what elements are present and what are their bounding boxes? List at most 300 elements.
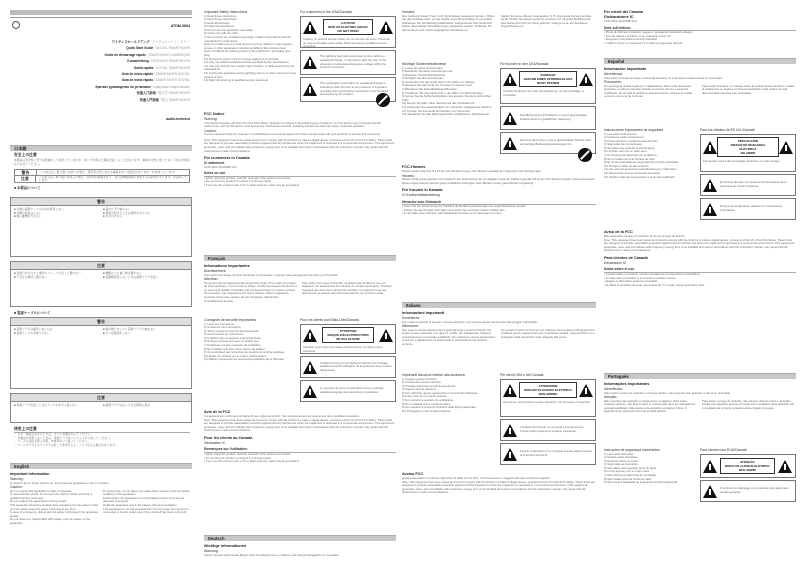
subheading: Precaución:	[604, 80, 622, 85]
heading: Avviso FCC	[402, 472, 424, 476]
text: Este dispositivo cumple con la Parte 15 de las normas de la FCC.	[604, 234, 686, 238]
section-spanish: Español	[604, 58, 796, 64]
cover-title-list	[10, 39, 190, 103]
caution-box	[500, 68, 596, 104]
german-fcc	[402, 165, 596, 216]
text: O símbolo do relâmpago com ponta de seta alerta para tensão perigosa.	[720, 486, 789, 494]
cover-title: Kurzanleitung / DIGITALER SMARTMIXER	[127, 59, 190, 64]
list-item: To avoid electric shock, do not open the cabinet. Refer servicing to qualified service personnel.	[10, 492, 93, 500]
column	[103, 208, 188, 219]
section-portuguese: Português	[604, 373, 796, 379]
section-german: Deutsch	[204, 535, 396, 541]
list-item: • Spegnere il dispositivo prima di collegarlo.	[604, 37, 658, 42]
heading: Important Information	[10, 472, 50, 476]
safety-instructions-en	[204, 10, 296, 83]
german-safety	[402, 62, 496, 117]
list-item: 3) Beachten Sie alle Warnhinweise.	[402, 72, 447, 77]
list-item: • No deje caer el producto ni lo someta a impactos fuertes.	[604, 275, 677, 280]
text: Não exponha este aparelho a gotejamento ou salpicos. Para evitar choques elétricos, não abra a caixa. A manutenção deve ser efetuada por pessoal qualificado. Não sujeite este aparelho a impactos fortes. O aparelho deve estar perto de uma tomada elétrica.	[604, 398, 696, 414]
portuguese-safety	[604, 448, 696, 485]
lightning-symbol-box	[500, 419, 596, 441]
list-item: 4) Follow all instructions.	[204, 24, 235, 29]
subheading: Note sull'utilizzo	[604, 26, 796, 32]
exclamation-triangle-icon	[503, 448, 517, 461]
heading: Important Safety Instructions	[204, 10, 248, 14]
italian-fcc	[402, 472, 596, 495]
list-item: • Cuando utilice el producto, lea los manuales de los dispositivos conectados.	[604, 271, 700, 276]
list-item: ■ 濡れた手で触らない	[103, 207, 131, 211]
list-item: 7) N'obstruez aucune ouverture de ventilation.	[204, 343, 262, 348]
warning-items	[11, 206, 191, 221]
text: Dieses Gerät wurde getestet und entspricht den Grenzwerten für ein digitales Gerät der Klasse A gemäß Teil 15 der FCC-Bestimmungen. Diese Grenzwerte bieten angemessenen Schutz gegen schädliche Störungen beim Betrieb in einer gewerblichen Umgebung.	[402, 177, 595, 185]
subheading: Hinweise zum Gebrauch	[402, 200, 596, 206]
text: You are cautioned that any changes or modifications not expressly approved in this manual could void your authority to operate this equipment.	[204, 132, 381, 137]
text: Dieses Gerät entspricht Teil 15 der FCC-Bestimmungen. Der Betrieb unterliegt den folgenden zwei Bedingungen.	[402, 169, 542, 173]
text: Per evitare il pericolo di incendi o scosse elettriche, non esporre questo apparecchio alla pioggia o all'umidità.	[402, 319, 538, 324]
cover-title: Краткое руководство по установке / Цифровой смартмикшер	[95, 84, 190, 89]
caution-box-product	[10, 261, 192, 307]
caution-label: 注意	[15, 176, 36, 182]
warning-box-title: 警告	[11, 198, 191, 206]
list-item: 7) Do not block any ventilation openings. Install in accordance with the manufacturer's instructions.	[204, 35, 292, 43]
heading: For customers in Canada	[204, 156, 250, 161]
text: No exponga la unidad a goteos ni salpicaduras. Para evitar descargas eléctricas, no abra la carcasa. Solicite el servicio técnico a personal cualificado. No someta la unidad a impactos fuertes. Coloque la unidad cerca de una toma de corriente.	[604, 83, 693, 99]
heading: Informazioni importanti	[402, 311, 445, 315]
column	[103, 328, 188, 335]
subheading: Remarques sur l'utilisation	[204, 447, 396, 453]
subheading: Attenzione:	[402, 324, 419, 329]
usage-list	[14, 433, 190, 447]
exclamation-triangle-icon	[303, 385, 317, 398]
warning-triangle-icon	[303, 21, 317, 34]
heading: 安全上の注意	[14, 153, 37, 157]
warning-triangle-icon	[503, 73, 517, 86]
heading: Für Kunden in den USA/Kanada	[500, 62, 549, 66]
heading: Aviso de la FCC	[604, 230, 633, 234]
spanish-fcc	[604, 230, 796, 287]
japanese-section	[14, 153, 190, 191]
caution-right	[103, 490, 192, 526]
subheading: Hinweis:	[402, 173, 415, 178]
safety-list	[604, 453, 696, 485]
subheading: IC-Konformitätserklärung	[402, 193, 440, 198]
list-item: • L'utilizzo vicino a un'antenna TV o radio può generare disturbi.	[604, 40, 683, 45]
heading: Importanti istruzioni relative alla sicurezza	[402, 373, 465, 377]
caution-title: Caution:	[10, 485, 23, 490]
cover-title: 快速入門指南 / 數位 SMARTMIXER	[139, 97, 190, 102]
list-item: • Prima di utilizzare il prodotto, leggere i manuali dei dispositivi collegati.	[604, 30, 693, 35]
list-item: 13) Unplug this apparatus during lightning storms or when unused for long periods of time.	[204, 71, 296, 79]
exclamation-triangle-icon	[703, 203, 717, 216]
heading: Instruções de segurança importantes	[604, 448, 660, 452]
heading: Avis de la FCC	[204, 410, 231, 414]
list-item: • If you use the product near a TV or radio antenna, noise may be generated.	[204, 182, 300, 187]
list-item: ■ タコ足配線をしない	[103, 330, 131, 335]
cover-title: Guía de inicio rápido / SMARTMIXER DIGITAL	[121, 72, 190, 77]
heading: Per utenti USA e del Canada	[500, 373, 544, 377]
subheading: Attention:	[204, 277, 219, 282]
caution-label: CAUTION RISK OF ELECTRIC SHOCK DO NOT OPEN	[323, 19, 373, 35]
italian-safety	[402, 373, 496, 413]
heading: For customers in the USA/Canada	[300, 10, 352, 14]
list-item: ■ 電源プラグは確実に差し込む	[14, 327, 53, 331]
subheading: Vorsicht:	[402, 10, 416, 14]
lightning-triangle-icon	[379, 329, 393, 342]
heading: Pour les clients au Canada	[204, 435, 253, 440]
caution-text: Precaución: para evitar descargas eléctricas, no retire la tapa.	[703, 159, 780, 163]
list-item: • In der Nähe einer Fernseh- oder Radioantenne kann es zu Störungen kommen.	[402, 211, 503, 216]
heading: Para clientes nos EUA/Canadá	[700, 448, 747, 452]
warning-triangle-icon	[503, 384, 517, 397]
list-item: ■ 強い衝撃を与えない	[14, 214, 42, 219]
divider	[10, 17, 192, 18]
list-item: 3) Tenez compte de tous les avertissements.	[204, 328, 260, 333]
spanish-safety	[604, 128, 696, 179]
list-item: 7) Non ostruire le aperture di ventilazione.	[402, 398, 454, 403]
subheading: Déclaration IC	[204, 440, 226, 445]
list-item: ■ 水をかけない	[103, 214, 123, 219]
no-cart-icon	[578, 148, 592, 162]
cover-title: Guia de início rápido / SMARTMIXER DIGITAL	[121, 78, 190, 83]
text: Questo dispositivo è conforme alla Parte 15 delle Norme FCC. Il funzionamento è soggetto alle due condizioni seguenti.	[402, 476, 551, 480]
usage-notes	[14, 427, 190, 447]
list-item: ■ 異常が起きたときは使用を中止する	[103, 210, 151, 215]
text: Das Blitzsymbol mit Pfeilspitze in einem gleichseitigen Dreieck warnt vor gefährlicher Spannung.	[520, 113, 587, 121]
german-caution	[402, 10, 596, 32]
caution-text: Caution: To prevent electric shock, do not remove the cover. There are no user-serviceable parts inside. Refer servicing to qualified service personnel.	[303, 37, 391, 49]
list-item: 4) Seguire tutte le istruzioni.	[402, 387, 437, 392]
heading: Pour les clients aux États-Unis/Canada	[300, 318, 359, 322]
heading: Consignes de sécurité importantes	[204, 318, 257, 322]
lightning-triangle-icon	[379, 21, 393, 34]
lightning-symbol-box	[300, 356, 396, 378]
list-item: 5) Do not use this apparatus near water.	[204, 27, 254, 32]
list-item: ・ テレビやラジオのアンテナの近くで使用すると、ノイズが入る場合があります。	[14, 442, 118, 447]
list-item: 1) Lisez ces instructions.	[204, 321, 235, 326]
list-item: 10) Sorgen Sie dafür, dass niemand auf das Netzkabel tritt.	[402, 101, 476, 106]
english-section	[10, 472, 192, 526]
list-item: 2) Bewahren Sie diese Anweisungen auf.	[402, 69, 453, 74]
list-item: Do not place any objects filled with liquids, such as vases, on the apparatus.	[10, 517, 91, 525]
list-item: 2) Conserve estas instrucciones.	[604, 135, 645, 140]
subheading: Advertencia:	[604, 72, 623, 76]
list-item: 8) Non installare vicino a fonti di calore.	[402, 401, 451, 406]
list-item: 3) Prestare attenzione a tutte le avvertenze.	[402, 383, 457, 388]
text: Pour éviter tout risque de choc électrique ou d'incendie, n'exposez pas cet appareil à la pluie ou à l'humidité.	[204, 272, 339, 277]
cover-top-bar	[10, 10, 192, 15]
list-item: 7) Blockieren Sie keine Belüftungsöffnungen.	[402, 87, 458, 92]
subheading: Warning:	[204, 117, 218, 121]
warning-text: To prevent fire or shock hazard, do not expose the apparatus to rain or moisture.	[10, 480, 110, 485]
italian-section	[402, 311, 596, 347]
subheading: Declaración IC	[604, 260, 627, 265]
exclamation-text: The exclamation point within an equilateral triangle is intended to alert the user to the presence of important operating and maintenance instructions in the literature accompanying the product.	[320, 81, 389, 97]
list-item: ■ 機器の上に重い物を置かない	[103, 271, 142, 275]
lightning-symbol-box	[300, 50, 396, 75]
list-item: ■ 雷が鳴り出したら電源プラグに触れない	[103, 327, 156, 331]
warning-definition-text: この表示は「取り扱いを誤った場合、使用者が死亡または重傷を負う可能性があります」を意味しています。	[40, 169, 177, 174]
subheading: Advertência:	[604, 387, 623, 391]
text: Das Gerät darf weder Tropf- noch Spritzwasser ausgesetzt werden. Öffnen Sie das Gehäuse nicht, um die Gefahr eines Stromschlags zu vermeiden. Überlassen Sie die Wartung qualifiziertem Fachpersonal. Das Gerät darf keinen übermäßigen Erschütterungen ausgesetzt werden. Schließen Sie das Gerät an einer leicht zugänglichen Steckdose an.	[402, 13, 495, 32]
list-item: 11) Only use attachments/accessories specified by the manufacturer.	[204, 60, 290, 65]
no-cart-icon	[376, 93, 390, 107]
text: Stellen Sie keine offenen Feuerquellen (z. B. brennende Kerzen) auf das Gerät. Stellen Sie dieses Gerät nur an einem Ort mit guter Belüftung auf. Das Gerät wird nicht vom Netz getrennt, solange es an die Steckdose angeschlossen ist.	[501, 13, 592, 29]
safety-list	[204, 15, 296, 83]
list-item: 9) Ne neutralisez pas la fonction de sécurité de la fiche polarisée.	[204, 350, 285, 355]
list-item: 9) No anule la finalidad de seguridad del enchufe polarizado.	[604, 160, 680, 165]
list-item: 1) Leia estas instruções.	[604, 451, 635, 456]
portuguese-section	[604, 382, 796, 414]
cover-title: ワイヤレスホールドアンプ / デジタルスマートミキサー	[111, 40, 190, 44]
caution-text: Attention: pour éviter tout risque d'électrocution, ne retirez pas le couvercle.	[303, 345, 383, 353]
list-item: • When using the product, read the manuals of the devices connected.	[204, 175, 291, 180]
cover-title: Guide de démarrage rapide / SMARTMIXER NUMÉRIQUE	[104, 52, 190, 57]
exclamation-symbol-box	[700, 198, 796, 220]
subheading: Caution:	[204, 128, 217, 133]
list-item: • Do not drop the product or subject it to strong impact.	[204, 179, 272, 184]
text: Le symbole du point d'exclamation dans un triangle équilatéral signale des instructions importantes.	[320, 386, 384, 394]
column	[14, 272, 99, 279]
caution-box	[500, 379, 596, 417]
subheading: Avvertenza:	[402, 316, 420, 320]
list-item: 12) Trennen Sie das Gerät bei Gewitter vom Stromnetz.	[402, 108, 472, 113]
heading: Para los clientes de EE.UU./Canadá	[700, 128, 755, 132]
lightning-triangle-icon	[503, 112, 517, 125]
list-item: To prevent fire, do not place any naked flame sources (such as lighted candles) on the apparatus.	[103, 488, 190, 497]
text: Per evitare il rischio di incendi, non collocare fiamme libere sull'apparecchio. Installare questo apparecchio solo in ambienti ventilati. L'apparecchio non è scollegato dalla rete finché resta collegato alla presa.	[501, 327, 596, 339]
exclamation-symbol-box	[300, 380, 396, 402]
list-item: 12) Use only with the cart, stand, tripod, bracket, or table specified by the manufacturer.	[204, 63, 295, 72]
list-item: 1) Read these instructions.	[204, 13, 238, 18]
list-item: 2) Guarde estas instruções.	[604, 455, 639, 460]
list-item: 8) Do not install near any heat sources such as radiators, heat registers, stoves, or other apparatus (including amplifiers) that produce heat.	[204, 42, 294, 50]
lightning-triangle-icon	[779, 141, 793, 154]
caution-label: VORSICHT GEFAHR EINES STROMSCHLAGS NICHT ÖFFNEN	[519, 71, 578, 87]
caution-box	[700, 134, 796, 172]
caution-box	[300, 324, 396, 354]
exclamation-triangle-icon	[503, 137, 517, 150]
warning-triangle-icon	[703, 141, 717, 154]
caution-definition	[14, 176, 190, 183]
about-product-heading: ■ 本製品について	[14, 186, 41, 191]
text: Setzen Sie das Gerät weder Regen noch Feuchtigkeit aus, um Brand- oder Stromschlaggefahr zu vermeiden.	[204, 552, 340, 557]
cover-title: Guida rapida / DIGITAL SMARTMIXER	[133, 65, 190, 70]
list-item: • When using the product, read the manuals of the devices connected.	[204, 451, 291, 456]
text: Para evitar incendios, no coloque sobre la unidad fuentes de llama. Instale la unidad solo en lugares con buena ventilación. Esta unidad no está desconectada mientras esté enchufada.	[702, 83, 795, 95]
list-item: 4) Suivez toutes les instructions.	[204, 332, 245, 337]
column	[103, 272, 188, 279]
list-item: 8) No lo instale cerca de fuentes de calor.	[604, 156, 656, 161]
text: Para evitar o perigo de incêndio, não coloque chamas sobre o aparelho. Instale este aparelho apenas em locais bem ventilados. Este aparelho não é desligado da corrente enquanto estiver ligado à tomada.	[702, 398, 795, 410]
usa-canada-en	[300, 10, 396, 15]
list-item: Environment: the apparatus is a comfortable product and must be disposed of properly.	[103, 495, 185, 504]
section-japanese: 日本語	[10, 145, 192, 151]
heading: Para clientes de Canadá	[604, 255, 648, 260]
text: Il punto esclamativo in un triangolo avverte della presenza di importanti istruzioni.	[520, 449, 592, 457]
warning-box-cable	[10, 317, 192, 389]
caution-box-title: 注意	[11, 262, 191, 270]
text: Il simbolo del fulmine con la punta a freccia avverte l'utente della presenza di tensione pericolosa.	[520, 425, 584, 433]
list-item: 8) Installieren Sie das Gerät nicht in der Nähe von Wärmequellen.	[402, 90, 484, 95]
list-item: 11) Use solo los accesorios especificados por el fabricante.	[604, 167, 678, 172]
caution-label: ATTENTION RISQUE D'ÉLECTROCUTION NE PAS OUVRIR	[322, 327, 373, 343]
usage-heading: 使用上の注意	[14, 427, 190, 433]
caution-left	[10, 490, 99, 526]
list-item: ■ 付属の電源ケーブル以外は使用しない	[14, 207, 64, 211]
list-item: 5) Verwenden Sie das Gerät nicht in der Nähe von Wasser.	[402, 79, 476, 84]
section-italian: Italiano	[402, 302, 596, 308]
list-item: ・ 万が一異常が起きたときは、すぐに電源を切ってください。	[14, 432, 94, 436]
lightning-symbol-box	[500, 106, 596, 130]
caution-label: PRECAUCIÓN RIESGO DE DESCARGA ELÉCTRICA NO ABRIR	[717, 137, 779, 157]
list-item: 10) Évitez de marcher sur le cordon d'alimentation.	[204, 353, 268, 358]
list-item: ■ 直射日光の当たる場所やストーブの近くに置かない	[14, 271, 81, 275]
list-item: 6) Clean only with dry cloth.	[204, 31, 239, 36]
list-item: 8) Não instale perto de fontes de calor.	[604, 476, 653, 481]
list-item: 13) Solicite todas las reparaciones a personal cualificado.	[604, 174, 676, 179]
warning-box-title: 警告	[11, 318, 191, 326]
lightning-triangle-icon	[579, 73, 593, 86]
caution-label: ATTENZIONE RISCHIO DI SCOSSA ELETTRICA NON APRIRE	[519, 382, 576, 398]
list-item: 5) N'utilisez pas cet appareil à proximité d'eau.	[204, 335, 262, 340]
warning-label: 警告	[15, 170, 37, 176]
caution-box-cable	[10, 393, 192, 423]
spanish-section	[604, 67, 796, 99]
column	[14, 328, 99, 335]
safety-list	[402, 67, 496, 117]
subheading: Notes on use	[204, 171, 396, 177]
list-item: • If you use the product near a TV or radio antenna, noise may be generated.	[204, 459, 300, 464]
list-item: 6) Limpe apenas com um pano seco.	[604, 469, 651, 474]
list-item: 5) Non utilizzare questo apparecchio in prossimità dell'acqua.	[402, 390, 478, 395]
caution-box-title: 注意	[11, 394, 191, 402]
text: This device complies with Part 15 of the FCC Rules. Operation is subject to the following two conditions: (1) This device may not cause harmful interference, and (2) this device must accept any interference received, including interference that may cause undesired operation.	[204, 120, 381, 129]
column	[14, 208, 99, 219]
section-french: Français	[204, 255, 396, 261]
caution-items	[11, 270, 191, 281]
cover-title: 快速入门指南 / 数字式 SMARTMIXER	[136, 91, 190, 96]
intro: 本製品は安全性に充分な配慮をして設計していますが、使い方を誤ると事故が起こることがあります。事故を未然に防ぐために下記の内容を必ずお守りください。	[14, 158, 190, 166]
section-english: English	[10, 463, 192, 469]
german-intro	[204, 544, 396, 557]
list-item: 8) Ne l'installez pas près d'une source de chaleur.	[204, 346, 266, 351]
list-item: 1) Leggere queste istruzioni.	[402, 376, 438, 381]
list-item: 14) Refer all servicing to qualified service personnel.	[204, 78, 269, 83]
list-item: 10) Proteggere il cavo di alimentazione.	[402, 408, 452, 413]
lightning-triangle-icon	[778, 460, 792, 473]
notes-list	[204, 177, 396, 188]
list-item: 2) Conservez ces instructions.	[204, 325, 242, 330]
list-item: In case of emergency, disconnect the power cord plug of this apparatus quickly.	[10, 510, 99, 518]
list-item: 11) Verwenden Sie ausschließlich vom Hersteller angegebenes Zubehör.	[402, 105, 493, 110]
document-code: ATDM-0604	[170, 24, 190, 28]
text: Para evitar el riesgo de fuego o descarga eléctrica, no exponga la unidad a lluvia ni a humedad.	[604, 75, 723, 80]
heading: Información importante	[604, 67, 647, 71]
list-item: 6) Pulire solo con un panno asciutto.	[402, 394, 448, 399]
list-item: • Lassen Sie das Produkt nicht fallen und setzen Sie es keinen starken Stößen aus.	[402, 207, 506, 212]
subheading: Atenção:	[604, 395, 618, 400]
list-item: 6) Límpielo solo con un paño seco.	[604, 149, 648, 154]
list-item: 6) Reinigen Sie das Gerät nur mit einem trockenen Tuch.	[402, 83, 473, 88]
lightning-triangle-icon	[303, 56, 317, 69]
text: Cet appareil est conforme à la Partie 15 des règles de la FCC. Son fonctionnement est soumis aux deux conditions suivantes.	[204, 414, 360, 418]
list-item: 13) Überlassen Sie alle Wartungsarbeiten qualifiziertem Fachpersonal.	[402, 112, 490, 117]
list-item: 4) Siga todas las instrucciones.	[604, 142, 643, 147]
list-item: 2) Conservare queste istruzioni.	[402, 380, 442, 385]
heading: Informations importantes	[204, 264, 250, 268]
lightning-triangle-icon	[503, 424, 517, 437]
caution-box	[300, 16, 396, 48]
list-item: 11) Utilisez uniquement les accessoires spécifiés par le fabricant.	[204, 357, 285, 362]
text: L'éclair terminé par une flèche à l'intérieur d'un triangle équilatéral avertit l'utilisateur de la présence d'une tension dangereuse.	[320, 360, 392, 372]
heading: Instrucciones importantes de seguridad	[604, 128, 664, 132]
lightning-triangle-icon	[303, 361, 317, 374]
subheading: IC statement	[204, 161, 225, 166]
list-item: 5) Não utilize este aparelho perto de água.	[604, 465, 657, 470]
cover-title: Quick Start Guide / DIGITAL SMARTMIXER	[126, 46, 190, 51]
list-item: 12) Desenchufe durante tormentas eléctricas.	[604, 171, 661, 176]
column	[103, 404, 188, 408]
notes-list	[604, 31, 796, 45]
text: Note: This equipment has been tested and found to comply with the limits for a Class A digital device, pursuant to Part 15 of the FCC Rules. These limits are designed to provide reasonable protection against harmful interference when the equipment is operated in a commercial environment. This equipment generates, uses, and can radiate radio frequency energy and, if not installed and used in accordance with the instruction manual, may cause harmful interference to radio communications.	[402, 479, 595, 495]
list-item: ■ 不安定な場所に置かない	[14, 274, 48, 279]
list-item: ■ 長期間使用しないときは電源プラグを抜く	[103, 274, 159, 279]
french-safety	[204, 318, 296, 362]
french-section	[204, 264, 396, 303]
safety-list	[204, 323, 296, 363]
text: CAN ICES-3(A)/NMB-3(A)	[204, 164, 237, 169]
caution-definition-text: この表示は「取り扱いを誤った場合、使用者が傷害を負う、または物的損害が発生する可能性があります」を意味しています。	[38, 174, 188, 183]
list-item: 7) Não obstrua as aberturas de ventilação.	[604, 473, 657, 478]
italian-canada	[604, 10, 796, 45]
heading: FCC Notice	[204, 112, 225, 116]
list-item: 6) Nettoyez uniquement avec un chiffon sec.	[204, 339, 260, 344]
list-item: ■ 分解や改造はしない	[14, 210, 42, 215]
text: Note: This equipment has been tested and found to comply with the limits for a Class A digital device, pursuant to Part 15 of the FCC Rules. These limits are designed to provide reasonable protection against harmful interference when the equipment is operated in a commercial environment. This equipment generates, uses, and can radiate radio frequency energy and, if not installed and used in accordance with the instruction manual, may cause harmful interference to radio communications.	[204, 417, 395, 433]
list-item: 1) Lea estas instrucciones.	[604, 131, 638, 136]
heading: Wichtige Sicherheitshinweise	[402, 62, 446, 66]
list-item: Install the apparatus only in the places with good ventilation.	[103, 502, 178, 507]
lightning-text: The lightning flash with arrowhead symbol, within an equilateral triangle, is intended to alert the user to the presence of uninsulated dangerous voltage within the product's enclosure.	[320, 54, 387, 70]
subheading: Notas sobre el uso	[604, 267, 796, 273]
list-item: 9) Setzen Sie die Sicherheitsfunktion des gepolten Steckers nicht außer Kraft.	[402, 94, 491, 102]
warning-triangle-icon	[703, 460, 717, 473]
list-item: • Apague el dispositivo antes de conectarlo.	[604, 279, 658, 284]
about-cable-heading: ■ 電源ケーブルについて	[14, 311, 51, 315]
text: Para evitar o perigo de incêndio ou choque elétrico, não exponha este aparelho à chuva ou humidade.	[604, 390, 731, 395]
list-item: • Non far cadere il prodotto e non sottoporlo a forti urti.	[604, 33, 672, 38]
lightning-triangle-icon	[703, 485, 717, 498]
list-item: 9) Não anule a finalidade de segurança da ficha polarizada.	[604, 480, 678, 485]
safety-list	[604, 133, 696, 180]
lightning-symbol-box	[700, 480, 796, 502]
list-item: ■ 電源プラグを抜くときはケーブルを引っ張らない	[14, 403, 78, 407]
safety-list	[402, 378, 496, 414]
caution-box	[700, 454, 796, 478]
list-item: • Do not drop the product or subject it to strong impact.	[204, 455, 272, 460]
list-item: This apparatus should be located close enough to the AC outlet so that you can easily grasp the power cord plug at any time.	[10, 502, 98, 511]
heading: Für Kunden in Kanada	[402, 188, 443, 193]
list-item: 10) Protect the power cord from being walked on or pinched.	[204, 56, 279, 61]
text: Note: This equipment has been tested and found to comply with the limits for a Class A digital device, pursuant to Part 15 of the FCC Rules. These limits are designed to provide reasonable protection against harmful interference when the equipment is operated in a commercial environment. This equipment generates, uses, and can radiate radio frequency energy and, if not installed and used in accordance with the instruction manual, may cause harmful interference to radio communications.	[604, 237, 795, 253]
french-fcc	[204, 410, 396, 464]
warning-title: Warning:	[10, 477, 24, 481]
list-item: Do not subject the apparatus to strong impact.	[10, 499, 68, 504]
text: Non esporre questo apparecchio a gocciolamenti o spruzzi di liquidi. Per evitare scosse elettriche, non aprire il mobile. Per l'assistenza, rivolgersi esclusivamente a personale qualificato. Non sottoporre questo apparecchio a forti urti. L'apparecchio va posizionato in prossimità di una presa di corrente.	[402, 327, 496, 346]
list-item: 3) Respeite todos os avisos.	[604, 458, 640, 463]
subheading: Avertissement:	[204, 269, 227, 273]
text: N'exposez pas cet appareil à des projections d'eau. Pour éviter tout risque de choc électrique, n'ouvrez pas le boîtier. Confiez les travaux d'entretien à un personnel qualifié. N'installez pas cet appareil dans un espace confiné. Ne soumettez pas l'appareil à des chocs violents. Placez l'appareil à proximité d'une prise secteur. En cas d'urgence, débranchez immédiatement la prise.	[204, 280, 297, 303]
